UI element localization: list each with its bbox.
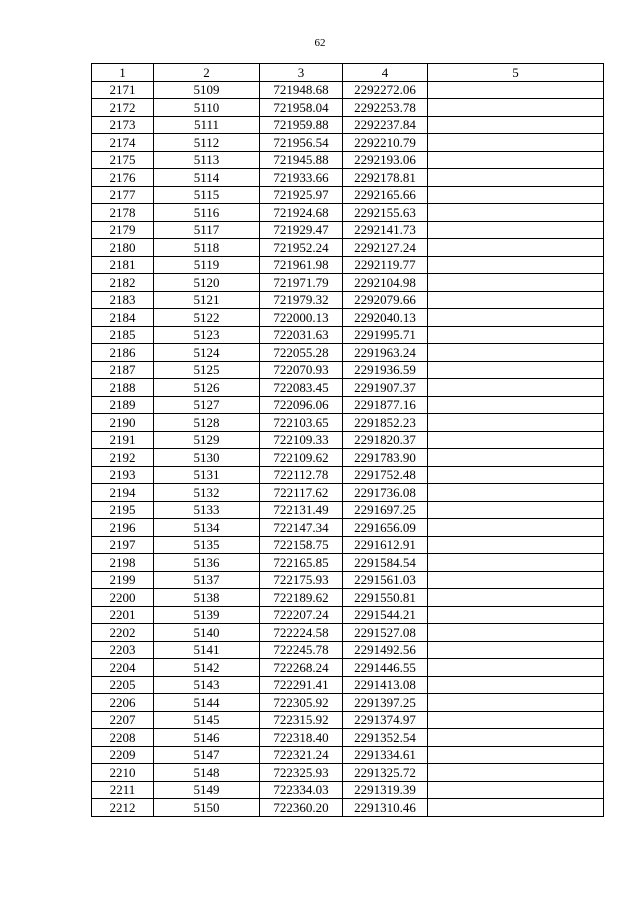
table-row	[92, 694, 604, 712]
table-cell: 2183	[92, 291, 154, 309]
table-cell: 2190	[92, 414, 154, 432]
table-cell: 2291492.56	[343, 641, 428, 659]
table-cell: 2292040.13	[343, 309, 428, 327]
table-cell: 722207.24	[260, 606, 343, 624]
table-cell: 2172	[92, 99, 154, 117]
table-cell	[428, 99, 604, 117]
table-cell	[428, 204, 604, 222]
table-cell	[428, 449, 604, 467]
table-cell: 721933.66	[260, 169, 343, 187]
table-row	[92, 781, 604, 799]
table-row	[92, 326, 604, 344]
table-cell: 2202	[92, 624, 154, 642]
table-cell	[428, 274, 604, 292]
table-cell: 5142	[154, 659, 260, 677]
table-cell: 5150	[154, 799, 260, 817]
table-cell: 721959.88	[260, 116, 343, 134]
table-cell: 2204	[92, 659, 154, 677]
table-cell	[428, 344, 604, 362]
table-row	[92, 641, 604, 659]
table-cell: 5120	[154, 274, 260, 292]
table-cell: 2207	[92, 711, 154, 729]
table-cell: 722096.06	[260, 396, 343, 414]
table-row	[92, 554, 604, 572]
table-cell: 2176	[92, 169, 154, 187]
table-row	[92, 746, 604, 764]
table-cell: 721958.04	[260, 99, 343, 117]
table-cell: 2291820.37	[343, 431, 428, 449]
table-cell: 2196	[92, 519, 154, 537]
table-cell	[428, 799, 604, 817]
table-row	[92, 711, 604, 729]
table-cell	[428, 379, 604, 397]
table-cell: 5116	[154, 204, 260, 222]
table-cell: 5117	[154, 221, 260, 239]
table-row	[92, 204, 604, 222]
table-cell: 2291527.08	[343, 624, 428, 642]
table-cell: 5126	[154, 379, 260, 397]
table-cell: 722268.24	[260, 659, 343, 677]
table-cell: 5119	[154, 256, 260, 274]
table-cell: 722175.93	[260, 571, 343, 589]
table-cell: 2291697.25	[343, 501, 428, 519]
table-cell: 2212	[92, 799, 154, 817]
table-cell: 2292193.06	[343, 151, 428, 169]
table-cell	[428, 624, 604, 642]
table-cell: 722318.40	[260, 729, 343, 747]
table-cell: 2291352.54	[343, 729, 428, 747]
table-body	[92, 81, 604, 816]
table-cell	[428, 151, 604, 169]
table-cell: 721956.54	[260, 134, 343, 152]
table-cell: 2291334.61	[343, 746, 428, 764]
table-cell	[428, 536, 604, 554]
table-row	[92, 151, 604, 169]
table-cell: 2210	[92, 764, 154, 782]
table-cell: 722360.20	[260, 799, 343, 817]
table-cell: 5118	[154, 239, 260, 257]
table-cell	[428, 781, 604, 799]
table-cell: 721952.24	[260, 239, 343, 257]
table-cell: 722131.49	[260, 501, 343, 519]
table-row	[92, 134, 604, 152]
table-cell: 5139	[154, 606, 260, 624]
table-cell	[428, 659, 604, 677]
table-cell: 2195	[92, 501, 154, 519]
table-cell: 5123	[154, 326, 260, 344]
table-row	[92, 431, 604, 449]
table-row	[92, 729, 604, 747]
table-cell: 5143	[154, 676, 260, 694]
table-cell: 722158.75	[260, 536, 343, 554]
table-cell: 2197	[92, 536, 154, 554]
table-cell: 722245.78	[260, 641, 343, 659]
table-cell: 2292178.81	[343, 169, 428, 187]
table-cell: 5134	[154, 519, 260, 537]
table-cell: 2209	[92, 746, 154, 764]
table-cell: 722103.65	[260, 414, 343, 432]
table-cell: 2186	[92, 344, 154, 362]
table-cell: 722109.33	[260, 431, 343, 449]
table-cell: 2192	[92, 449, 154, 467]
table-cell: 2191	[92, 431, 154, 449]
table-row	[92, 519, 604, 537]
table-cell: 2189	[92, 396, 154, 414]
table-cell: 2291544.21	[343, 606, 428, 624]
table-row	[92, 414, 604, 432]
table-cell: 2194	[92, 484, 154, 502]
table-cell: 2205	[92, 676, 154, 694]
coordinates-table	[91, 63, 604, 817]
table-cell: 5133	[154, 501, 260, 519]
table-cell: 2203	[92, 641, 154, 659]
table-row	[92, 484, 604, 502]
table-cell: 5138	[154, 589, 260, 607]
table-cell: 2292127.24	[343, 239, 428, 257]
table-cell: 2292119.77	[343, 256, 428, 274]
table-cell: 721961.98	[260, 256, 343, 274]
table-row	[92, 239, 604, 257]
table-cell: 2291325.72	[343, 764, 428, 782]
table-cell: 2292165.66	[343, 186, 428, 204]
table-cell: 2291397.25	[343, 694, 428, 712]
table-row	[92, 571, 604, 589]
table-cell: 5129	[154, 431, 260, 449]
table-cell: 722321.24	[260, 746, 343, 764]
column-header: 1	[92, 64, 154, 82]
table-cell	[428, 711, 604, 729]
table-header-row	[92, 64, 604, 82]
table-cell: 5115	[154, 186, 260, 204]
table-cell: 2178	[92, 204, 154, 222]
table-cell: 721971.79	[260, 274, 343, 292]
table-row	[92, 186, 604, 204]
table-cell: 721979.32	[260, 291, 343, 309]
table-cell	[428, 589, 604, 607]
table-cell	[428, 694, 604, 712]
table-cell: 5121	[154, 291, 260, 309]
table-cell	[428, 554, 604, 572]
table-cell: 5128	[154, 414, 260, 432]
table-cell	[428, 676, 604, 694]
table-cell: 5136	[154, 554, 260, 572]
table-cell: 2291446.55	[343, 659, 428, 677]
table-row	[92, 169, 604, 187]
table-cell: 5145	[154, 711, 260, 729]
table-row	[92, 99, 604, 117]
table-cell: 2291852.23	[343, 414, 428, 432]
table-cell	[428, 431, 604, 449]
table-row	[92, 676, 604, 694]
table-cell	[428, 309, 604, 327]
table-cell	[428, 81, 604, 99]
table-cell: 2291310.46	[343, 799, 428, 817]
table-cell	[428, 571, 604, 589]
table-cell: 722224.58	[260, 624, 343, 642]
table-cell	[428, 501, 604, 519]
table-cell	[428, 519, 604, 537]
table-cell: 722117.62	[260, 484, 343, 502]
table-cell: 2291783.90	[343, 449, 428, 467]
table-cell: 721929.47	[260, 221, 343, 239]
table-row	[92, 659, 604, 677]
table-cell: 722334.03	[260, 781, 343, 799]
table-cell: 721948.68	[260, 81, 343, 99]
table-cell: 5144	[154, 694, 260, 712]
table-cell: 2181	[92, 256, 154, 274]
table-cell: 5109	[154, 81, 260, 99]
table-row	[92, 624, 604, 642]
table-row	[92, 221, 604, 239]
table-cell: 2291584.54	[343, 554, 428, 572]
table-cell: 5111	[154, 116, 260, 134]
table-cell: 2292272.06	[343, 81, 428, 99]
table-cell: 5122	[154, 309, 260, 327]
table-cell: 5124	[154, 344, 260, 362]
table-cell	[428, 484, 604, 502]
table-row	[92, 396, 604, 414]
table-cell: 2291612.91	[343, 536, 428, 554]
table-cell: 2174	[92, 134, 154, 152]
table-cell: 722109.62	[260, 449, 343, 467]
table-cell: 2171	[92, 81, 154, 99]
table-cell: 5147	[154, 746, 260, 764]
table-cell: 5112	[154, 134, 260, 152]
table-cell: 2291413.08	[343, 676, 428, 694]
table-cell	[428, 414, 604, 432]
table-cell: 722189.62	[260, 589, 343, 607]
table-cell	[428, 134, 604, 152]
table-cell	[428, 396, 604, 414]
column-header: 5	[428, 64, 604, 82]
table-cell: 5135	[154, 536, 260, 554]
table-row	[92, 379, 604, 397]
table-cell: 722291.41	[260, 676, 343, 694]
table-cell	[428, 641, 604, 659]
table-cell: 2182	[92, 274, 154, 292]
column-header: 4	[343, 64, 428, 82]
table-row	[92, 606, 604, 624]
table-cell: 721945.88	[260, 151, 343, 169]
table-cell: 2292079.66	[343, 291, 428, 309]
table-cell: 5141	[154, 641, 260, 659]
table-cell: 2292104.98	[343, 274, 428, 292]
table-cell: 5148	[154, 764, 260, 782]
table-cell: 5114	[154, 169, 260, 187]
table-cell: 2291907.37	[343, 379, 428, 397]
table-cell	[428, 606, 604, 624]
table-cell: 2211	[92, 781, 154, 799]
table-cell: 5113	[154, 151, 260, 169]
table-cell: 722147.34	[260, 519, 343, 537]
table-cell: 2291561.03	[343, 571, 428, 589]
table-cell: 721925.97	[260, 186, 343, 204]
table-cell: 2184	[92, 309, 154, 327]
table-cell: 2291936.59	[343, 361, 428, 379]
table-row	[92, 501, 604, 519]
table-cell	[428, 361, 604, 379]
table-cell	[428, 116, 604, 134]
table-cell	[428, 256, 604, 274]
table-cell: 5137	[154, 571, 260, 589]
column-header: 2	[154, 64, 260, 82]
table-cell: 5132	[154, 484, 260, 502]
table-cell: 722325.93	[260, 764, 343, 782]
table-cell: 2291752.48	[343, 466, 428, 484]
table-cell: 722000.13	[260, 309, 343, 327]
table-cell	[428, 291, 604, 309]
table-row	[92, 466, 604, 484]
table-cell	[428, 169, 604, 187]
table-cell: 2208	[92, 729, 154, 747]
table-cell: 2185	[92, 326, 154, 344]
table-cell: 722305.92	[260, 694, 343, 712]
table-row	[92, 81, 604, 99]
table-cell: 2292210.79	[343, 134, 428, 152]
table-cell	[428, 466, 604, 484]
table-cell: 721924.68	[260, 204, 343, 222]
table-cell: 2291374.97	[343, 711, 428, 729]
table-cell	[428, 186, 604, 204]
table-cell: 2291736.08	[343, 484, 428, 502]
table-cell: 5149	[154, 781, 260, 799]
table-cell: 2291319.39	[343, 781, 428, 799]
table-row	[92, 344, 604, 362]
table-cell: 2291550.81	[343, 589, 428, 607]
page-number: 62	[314, 37, 326, 49]
table-cell: 722315.92	[260, 711, 343, 729]
column-header: 3	[260, 64, 343, 82]
table-cell: 2201	[92, 606, 154, 624]
table-cell: 2198	[92, 554, 154, 572]
table-row	[92, 589, 604, 607]
table-cell: 2291656.09	[343, 519, 428, 537]
table-row	[92, 256, 604, 274]
table-cell: 722112.78	[260, 466, 343, 484]
table-cell: 2187	[92, 361, 154, 379]
table-cell	[428, 764, 604, 782]
table-cell: 2200	[92, 589, 154, 607]
table-cell: 5127	[154, 396, 260, 414]
table-cell: 2179	[92, 221, 154, 239]
table-row	[92, 309, 604, 327]
table-cell: 722070.93	[260, 361, 343, 379]
table-cell: 2292237.84	[343, 116, 428, 134]
table-cell	[428, 221, 604, 239]
table-row	[92, 449, 604, 467]
table-cell: 2292253.78	[343, 99, 428, 117]
table-cell: 2292155.63	[343, 204, 428, 222]
table-cell: 2173	[92, 116, 154, 134]
table-row	[92, 536, 604, 554]
table-row	[92, 291, 604, 309]
table-row	[92, 361, 604, 379]
table-cell	[428, 729, 604, 747]
table-cell: 2291963.24	[343, 344, 428, 362]
table-cell: 2188	[92, 379, 154, 397]
table-cell: 2177	[92, 186, 154, 204]
table-cell: 5140	[154, 624, 260, 642]
table-cell: 2180	[92, 239, 154, 257]
table-cell	[428, 326, 604, 344]
table-cell: 2193	[92, 466, 154, 484]
table-cell	[428, 239, 604, 257]
table-row	[92, 764, 604, 782]
table-cell: 5146	[154, 729, 260, 747]
table-cell: 722083.45	[260, 379, 343, 397]
table-cell: 722165.85	[260, 554, 343, 572]
table-row	[92, 116, 604, 134]
table-cell: 5110	[154, 99, 260, 117]
table-cell: 2292141.73	[343, 221, 428, 239]
table-cell: 2291995.71	[343, 326, 428, 344]
table-cell: 722031.63	[260, 326, 343, 344]
table-cell: 722055.28	[260, 344, 343, 362]
table-cell: 2199	[92, 571, 154, 589]
table-cell: 5130	[154, 449, 260, 467]
table-cell: 2175	[92, 151, 154, 169]
table-cell: 2206	[92, 694, 154, 712]
table-cell	[428, 746, 604, 764]
table-cell: 5125	[154, 361, 260, 379]
table-row	[92, 799, 604, 817]
table-cell: 2291877.16	[343, 396, 428, 414]
table-row	[92, 274, 604, 292]
table-cell: 5131	[154, 466, 260, 484]
